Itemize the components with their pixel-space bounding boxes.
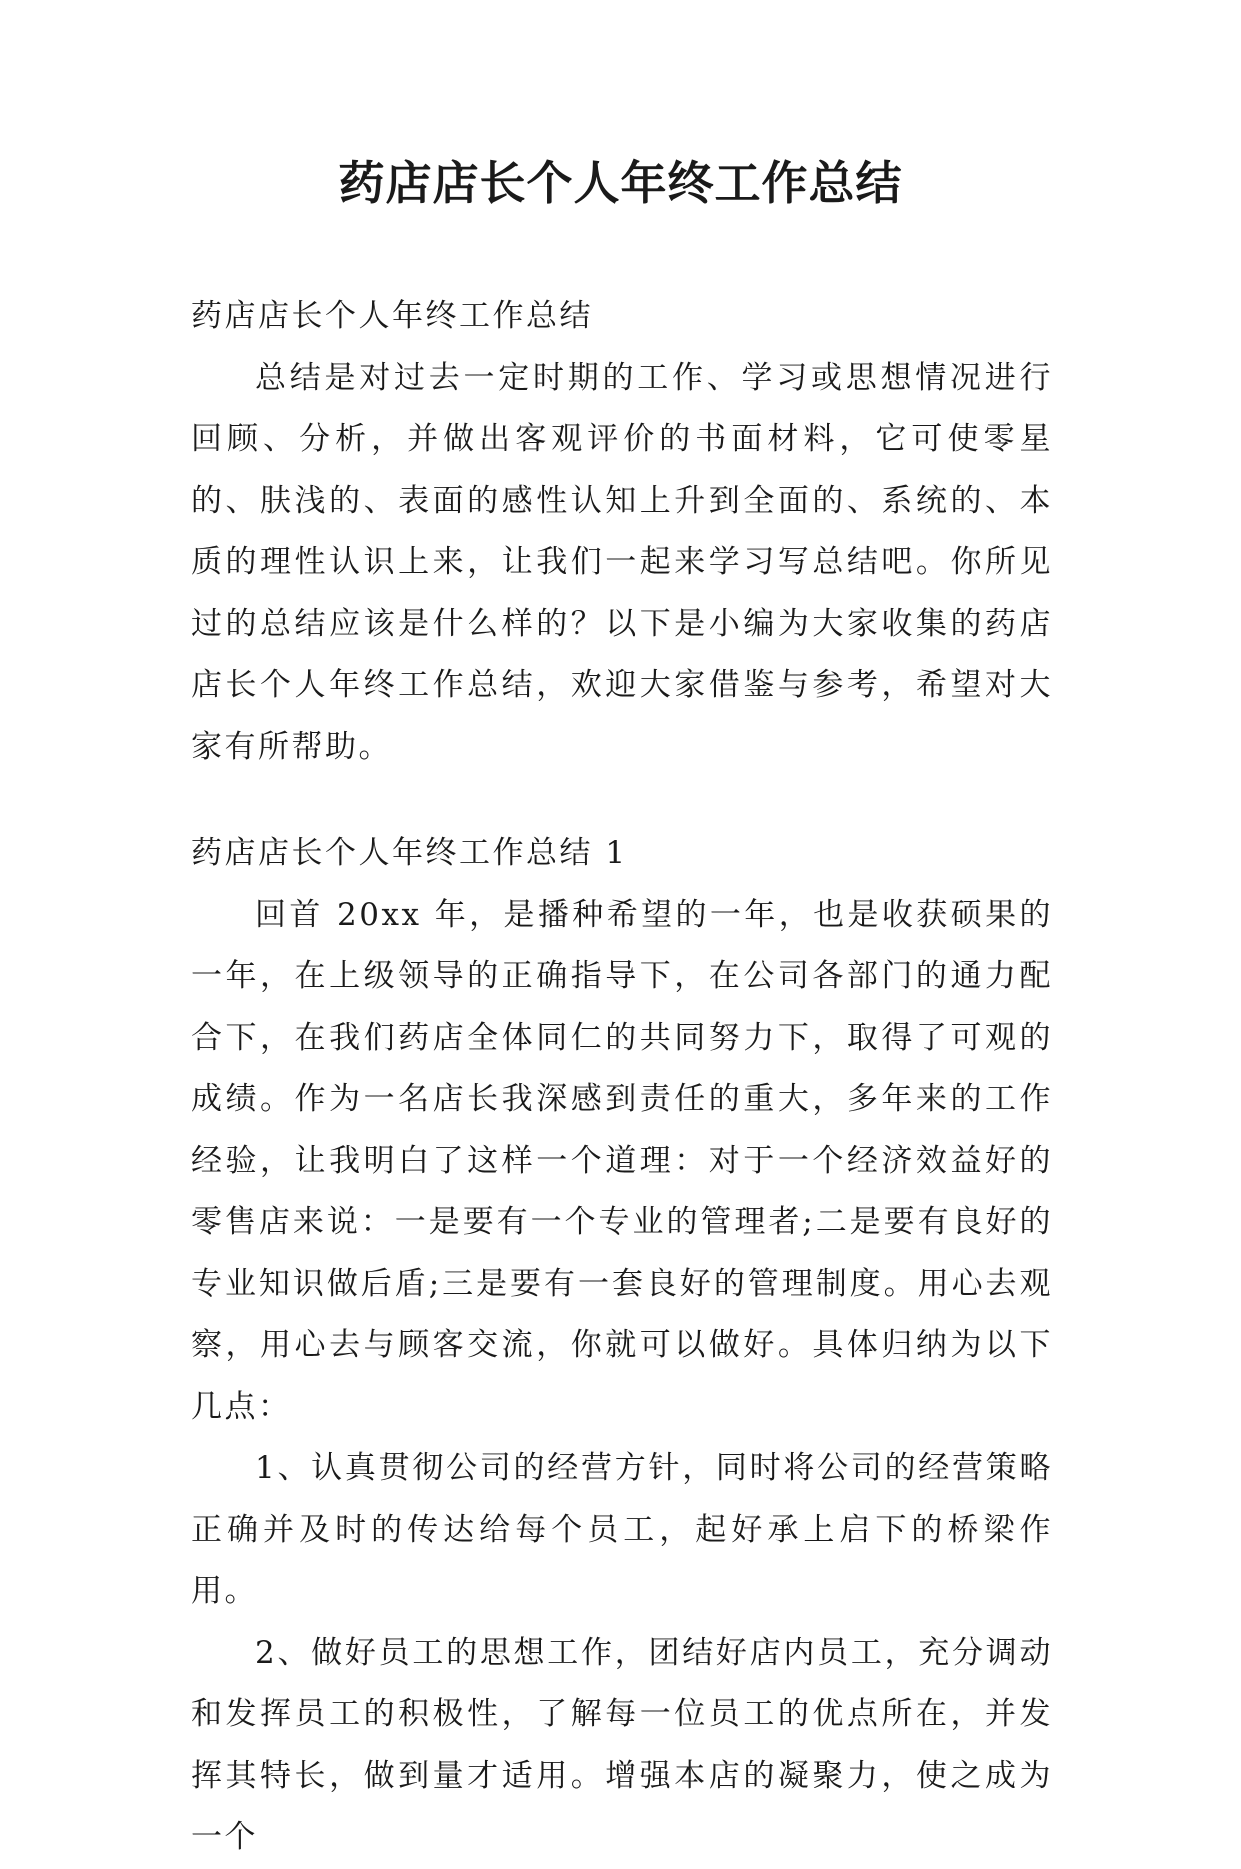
- document-subtitle: 药店店长个人年终工作总结: [191, 298, 593, 334]
- document-title: 药店店长个人年终工作总结: [338, 156, 903, 210]
- section-heading: 药店店长个人年终工作总结 1: [191, 835, 628, 871]
- section-paragraph: 回首 20xx 年，是播种希望的一年，也是收获硕果的一年，在上级领导的正确指导下，在公司各部门的通力配合下，在我们药店全体同仁的共同努力下，取得了可观的成绩。作为一名店长我深感到责任的重大，多年来的工作经验，让我明白了这样一个道理：对于一个经济效益好的零售店来说：一是要有一个专业的管理者;二是要有良好的专业知识做后盾;三是要有一套良好的管理制度。用心去观察，用心去与顾客交流，你就可以做好。具体归纳为以下几点：: [191, 896, 1053, 1425]
- section-paragraph: 2、做好员工的思想工作，团结好店内员工，充分调动和发挥员工的积极性，了解每一位员工的优点所在，并发挥其特长，做到量才适用。增强本店的凝聚力，使之成为一个: [191, 1634, 1053, 1855]
- intro-paragraph: 总结是对过去一定时期的工作、学习或思想情况进行回顾、分析，并做出客观评价的书面材料，它可使零星的、肤浅的、表面的感性认知上升到全面的、系统的、本质的理性认识上来，让我们一起来学习写总结吧。你所见过的总结应该是什么样的？以下是小编为大家收集的药店店长个人年终工作总结，欢迎大家借鉴与参考，希望对大家有所帮助。: [191, 359, 1053, 765]
- document-body: [191, 286, 1053, 1869]
- section-paragraph: 1、认真贯彻公司的经营方针，同时将公司的经营策略正确并及时的传达给每个员工，起好承上启下的桥梁作用。: [191, 1450, 1053, 1609]
